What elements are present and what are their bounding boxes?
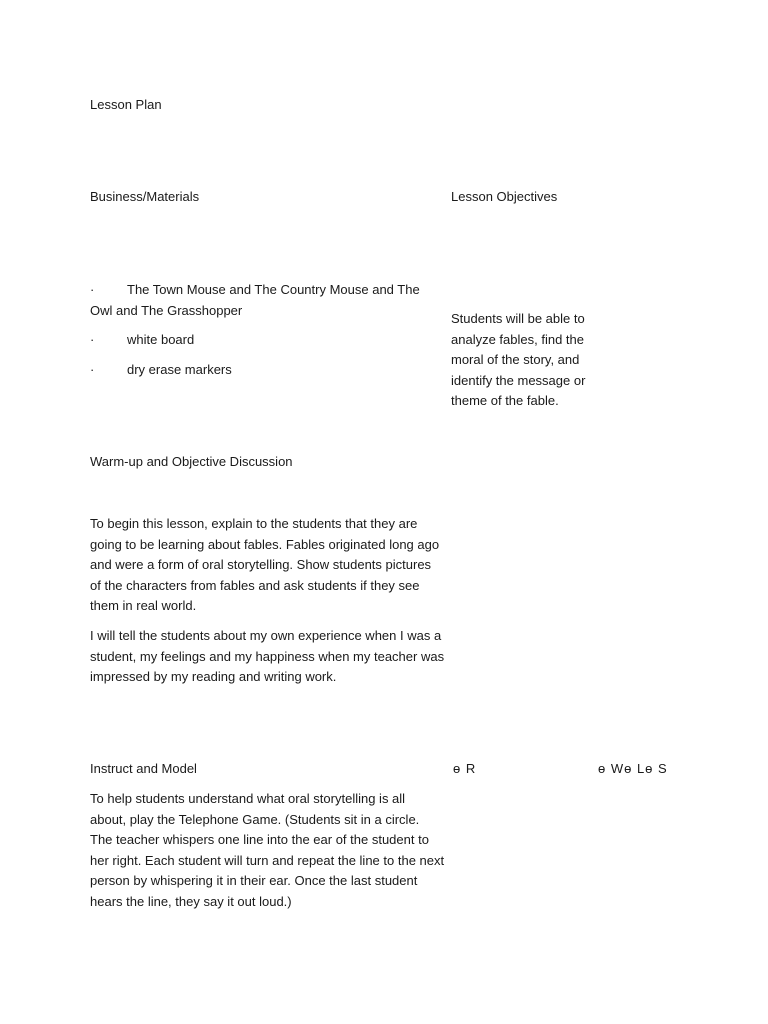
text-line: I will tell the students about my own experience when I was a — [90, 628, 442, 643]
warmup-heading: Warm-up and Objective Discussion — [90, 454, 293, 469]
text-line: them in real world. — [90, 598, 197, 613]
bullet-icon: · — [90, 362, 95, 377]
text-line: Students will be able to — [451, 311, 585, 326]
materials-list-item — [90, 280, 450, 322]
text-line: impressed by my reading and writing work. — [90, 669, 337, 684]
materials-item-text: The Town Mouse and The Country Mouse and The — [127, 282, 420, 297]
page-title: Lesson Plan — [90, 97, 162, 112]
warmup-paragraph — [90, 626, 460, 688]
instruct-heading: Instruct and Model — [90, 761, 197, 776]
garbled-column-text: ɵ Wɵ Lɵ S — [598, 761, 668, 776]
garbled-column-text: ɵ R — [453, 761, 477, 776]
text-line: identify the message or — [451, 372, 586, 388]
text-line: theme of the fable. — [451, 393, 559, 408]
materials-heading: Business/Materials — [90, 189, 200, 204]
materials-item-text: white board — [127, 332, 195, 347]
text-line: moral of the story, and — [451, 352, 580, 367]
materials-item-text: dry erase markers — [127, 362, 232, 377]
text-line: about, play the Telephone Game. (Students sit in a circle. — [90, 811, 420, 827]
text-line: To help students understand what oral storytelling is all — [90, 791, 406, 806]
text-line: person by whispering it in their ear. Once the last student — [90, 873, 418, 888]
text-line: going to be learning about fables. Fables originated long ago — [90, 536, 440, 552]
text-line: To begin this lesson, explain to the students that they are — [90, 516, 418, 531]
objectives-heading: Lesson Objectives — [451, 189, 558, 204]
text-line: student, my feelings and my happiness when my teacher was — [90, 648, 445, 664]
bullet-icon: · — [90, 332, 95, 347]
text-line: analyze fables, find the — [451, 331, 584, 347]
text-line: of the characters from fables and ask students if they see — [90, 577, 420, 593]
text-line: and were a form of oral storytelling. Show students pictures — [90, 557, 432, 572]
warmup-paragraph — [90, 514, 460, 617]
materials-list-item — [90, 360, 450, 381]
materials-list-item — [90, 330, 450, 351]
text-line: her right. Each student will turn and repeat the line to the next — [90, 852, 445, 868]
bullet-icon: · — [90, 282, 95, 297]
objectives-text — [451, 309, 651, 412]
instruct-paragraph — [90, 789, 460, 912]
text-line: The teacher whispers one line into the ear of the student to — [90, 832, 429, 847]
text-line: hears the line, they say it out loud.) — [90, 893, 292, 909]
materials-item-text-continued: Owl and The Grasshopper — [90, 302, 243, 318]
